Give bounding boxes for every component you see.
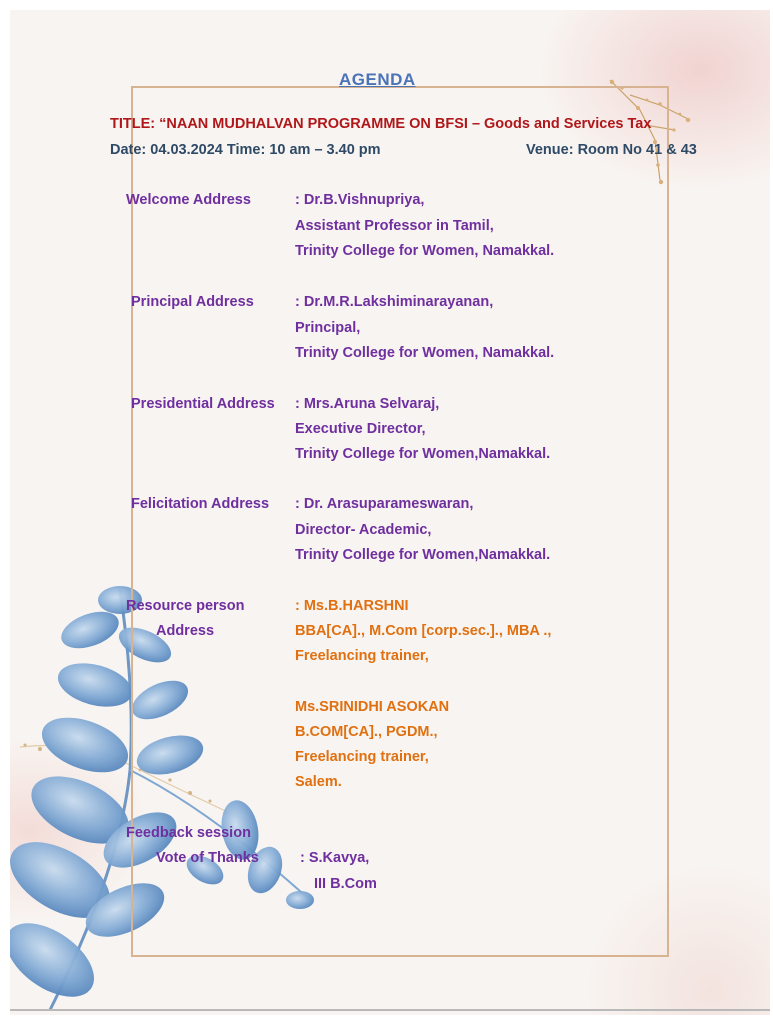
welcome-line-1: : Dr.B.Vishnupriya, [295,192,425,208]
welcome-line-2: Assistant Professor in Tamil, [295,218,494,234]
resource-address-label: Address [156,623,215,639]
felicitation-line-1: : Dr. Arasuparameswaran, [295,496,474,512]
welcome-address-label: Welcome Address [126,192,251,208]
resource-person-label: Resource person [126,598,245,614]
presidential-address-label: Presidential Address [131,396,275,412]
resource-person2-name: Ms.SRINIDHI ASOKAN [295,699,450,715]
date-time: Date: 04.03.2024 Time: 10 am – 3.40 pm [110,142,381,158]
principal-line-1: : Dr.M.R.Lakshiminarayanan, [295,294,494,310]
vote-of-thanks-label: Vote of Thanks [156,850,259,866]
resource-person2-qualification: B.COM[CA]., PGDM., [295,724,438,740]
agenda-heading: AGENDA [339,70,416,89]
presidential-line-3: Trinity College for Women,Namakkal. [295,446,551,462]
principal-line-3: Trinity College for Women, Namakkal. [295,345,555,361]
bottom-divider [10,1009,770,1011]
principal-address-label: Principal Address [131,294,254,310]
resource-person1-name: : Ms.B.HARSHNI [295,598,409,614]
thanks-line-1: : S.Kavya, [300,850,370,866]
agenda-page [10,10,770,1015]
programme-title: TITLE: “NAAN MUDHALVAN PROGRAMME ON BFSI – Goods and Services Tax [110,116,652,132]
felicitation-address-label: Felicitation Address [131,496,270,512]
resource-person1-role: Freelancing trainer, [295,648,429,664]
thanks-line-2: III B.Com [314,876,377,892]
presidential-line-1: : Mrs.Aruna Selvaraj, [295,396,440,412]
welcome-line-3: Trinity College for Women, Namakkal. [295,243,555,259]
felicitation-line-2: Director- Academic, [295,522,432,538]
resource-person1-qualification: BBA[CA]., M.Com [corp.sec.]., MBA ., [295,623,552,639]
resource-person2-city: Salem. [295,774,342,790]
feedback-session-label: Feedback session [126,825,251,841]
presidential-line-2: Executive Director, [295,421,426,437]
felicitation-line-3: Trinity College for Women,Namakkal. [295,547,551,563]
venue: Venue: Room No 41 & 43 [526,142,697,158]
principal-line-2: Principal, [295,320,361,336]
resource-person2-role: Freelancing trainer, [295,749,429,765]
